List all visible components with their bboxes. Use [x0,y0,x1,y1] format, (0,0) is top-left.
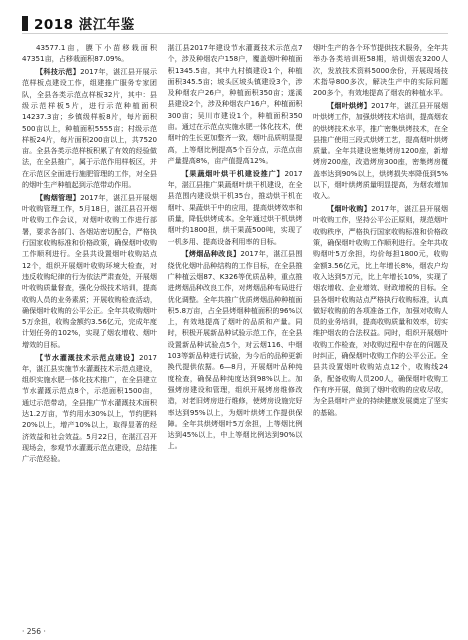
paragraph [168,168,303,247]
paragraph [22,352,157,465]
paragraph [313,42,448,98]
paragraph-text: 2017年，湛江县开展烟叶收购工作，坚持公平公正原则，规范烟叶收购秩序，严格执行国家收购标准和价格政策，确保烟叶收购工作顺利进行。全年共收购烟叶5万余担，均价每担1800元，收购金额3.56亿元，比上年增长8%，烟农户均收入达到5万元，比上年增长10%，实现了烟农增收、企业增效、财政增税的目标。全县各烟叶收购站点严格执行收购标准，认真做好收购前的各项准备工作，加强对收购人员的业务培训，提高收购质量和效率，切实维护烟农的合法权益。同时，组织开展烟叶收购工作检查，对收购过程中存在的问题及时纠正，确保烟叶收购工作的公平公正。全县共设置烟叶收购站点12个，收购线24条，配备收购人员200人，确保烟叶收购工作有序开展，做到了烟叶收购的应收尽收，为全县烟叶产业的持续健康发展奠定了坚实的基础。 [313,204,448,417]
section-heading: 【科技示范】 [36,67,81,77]
section-heading: 【烟叶收购】 [327,204,372,214]
paragraph-text: 2017年，湛江县开展烟叶收购管理工作，5月18日，湛江县召开烟叶收购工作会议，对烟叶收购工作进行部署，要求各部门、各烟站密切配合，严格执行国家收购标准和价格政策，确保烟叶收购工作顺利进行。全县共设置烟叶收购站点12个，组织开展烟叶收购环境大检查，对违反收购纪律的行为依法严肃查处，开展烟叶收购质量督查，强化分级技术培训，提高收购人员的业务素质；开展收购检查活动，确保烟叶收购的公平公正。全年共收购烟叶5万余担，收购金额约3.56亿元，完成年度计划任务的102%，实现了烟农增收、烟叶增效的目标。 [22,192,157,349]
section-heading: 【烟叶烘烤】 [327,100,372,110]
paragraph-text: 2017年，湛江县实施节水灌溉技术示范点建设，组织实施水肥一体化技术推广，在全县建立节水灌溉示范点8个，示范面积1500亩，通过示范带动，全县推广节水灌溉技术面积达1.2万亩，节约用水30%以上，节约肥料20%以上，增产10%以上，取得显著的经济效益和社会效益。5月22日，在湛江召开现场会，参观节水灌溉示范点建设，总结推广示范经验。 [22,352,157,464]
section-heading: 【购烟管理】 [36,192,81,202]
paragraph [168,42,303,166]
paragraph [22,66,157,190]
paragraph-text: 2017年，湛江县开展烟叶烘烤工作，加强烘烤技术培训，提高烟农的烘烤技术水平，推广密集烘烤技术，在全县推广使用三段式烘烤工艺，提高烟叶烘烤质量。全年共建设密集烤房1200座，新增烤房200座，改造烤房300座，密集烤房覆盖率达到90%以上，烘烤损失率降低到5%以下，烟叶烘烤质量明显提高，为烟农增加收入。 [313,100,448,201]
paragraph [22,192,157,350]
paragraph-text: 湛江县2017年建设节水灌溉技术示范点7个，涉及种烟农户158户，覆盖烟叶种植面积1345.5亩，其中九村镇建设1个，种植面积345.5亩；坡头区坡头镇建设3个，涉及种烟农户26户，种植面积350亩；遂溪县建设2个，涉及种烟农户16户，种植面积300亩；吴川市建设1个，种植面积350亩。通过在示范点实施水肥一体化技术，使烟叶的生长更加整齐一致，烟叶品质明显提高，上等烟比例提高5个百分点，示范点亩产量提高8%，亩产值提高12%。 [167,43,303,165]
header-bar [22,16,28,31]
paragraph [313,203,448,418]
section-heading: 【节水灌溉技术示范点建设】 [36,352,139,362]
text-column-1 [22,42,157,620]
page-number: · 256 · [22,627,46,636]
header-divider [22,33,448,34]
paragraph [313,100,448,202]
section-heading: 【烤烟品种改良】 [181,249,241,259]
page-title: 2018 湛江年鉴 [34,17,135,33]
text-column-3 [313,42,448,620]
paragraph-text: 烟叶生产的各个环节提供技术服务，全年共举办各类培训班58期，培训烟农3200人次，发放技术资料5000余份，开展现场技术指导800多次，解决生产中的实际问题200多个，有效地提高了烟农的种植水平。 [313,43,448,98]
paragraph-text: 43577.1亩，膜下小苗移栽面积47351亩，占移栽面积87.09%。 [22,43,157,64]
section-heading: 【果蔬烟叶烘干机建设推广】 [181,168,285,178]
page-header [22,14,135,32]
paragraph [168,248,303,451]
paragraph-text: 2017年，湛江县围绕优化烟叶品种结构的工作目标，在全县推广种植云烟87、K326等优质品种，重点推进烤烟品种改良工作，对烤烟品种布局进行优化调整。全年共推广优质烤烟品种种植面积5.8万亩，占全县烤烟种植面积的96%以上，有效地提高了烟叶的品质和产量。同时，积极开展新品种试验示范工作，在全县设置新品种试验点5个，对云烟116、中烟103等新品种进行试验，为今后的品种更新换代提供依据。6—8月，开展烟叶品种纯度检查，确保品种纯度达到98%以上。加强烤房建设和管理，组织开展烤房维修改造，对老旧烤房进行维修，使烤房设施完好率达到95%以上，为烟叶烘烤工作提供保障。全年共烘烤烟叶5万余担，上等烟比例达到45%以上，中上等烟比例达到90%以上。 [167,249,303,451]
text-column-2 [168,42,303,620]
content-columns [22,42,448,620]
paragraph-text: 2017年，湛江县开展示范样板点建设工作，组建推广服务专家团队，全县各类示范点样板32片，其中：县级示范样板5片，进行示范种植面积14237.3亩；乡镇级样板8片，每片面积500亩以上，种植面积5555亩；村级示范样板24片，每片面积200亩以上，共7520亩。全县各类示范样板积累了有效的经验做法，在全县推广，属于示范作用样板区，并在示范区全面进行施肥管理的工作，对全县的烟叶生产种植起到示范带动作用。 [22,67,157,190]
paragraph-text: 2017年，湛江县推广果蔬烟叶烘干机建设，在全县范围内建设烘干机35台，推动烘干机在烟叶、果蔬烘干中的应用，提高烘烤效率和质量，降低烘烤成本。全年通过烘干机烘烤烟叶约1800担，烘干果蔬500吨，实现了一机多用、提高设备利用率的目标。 [167,168,303,246]
paragraph [22,42,157,65]
